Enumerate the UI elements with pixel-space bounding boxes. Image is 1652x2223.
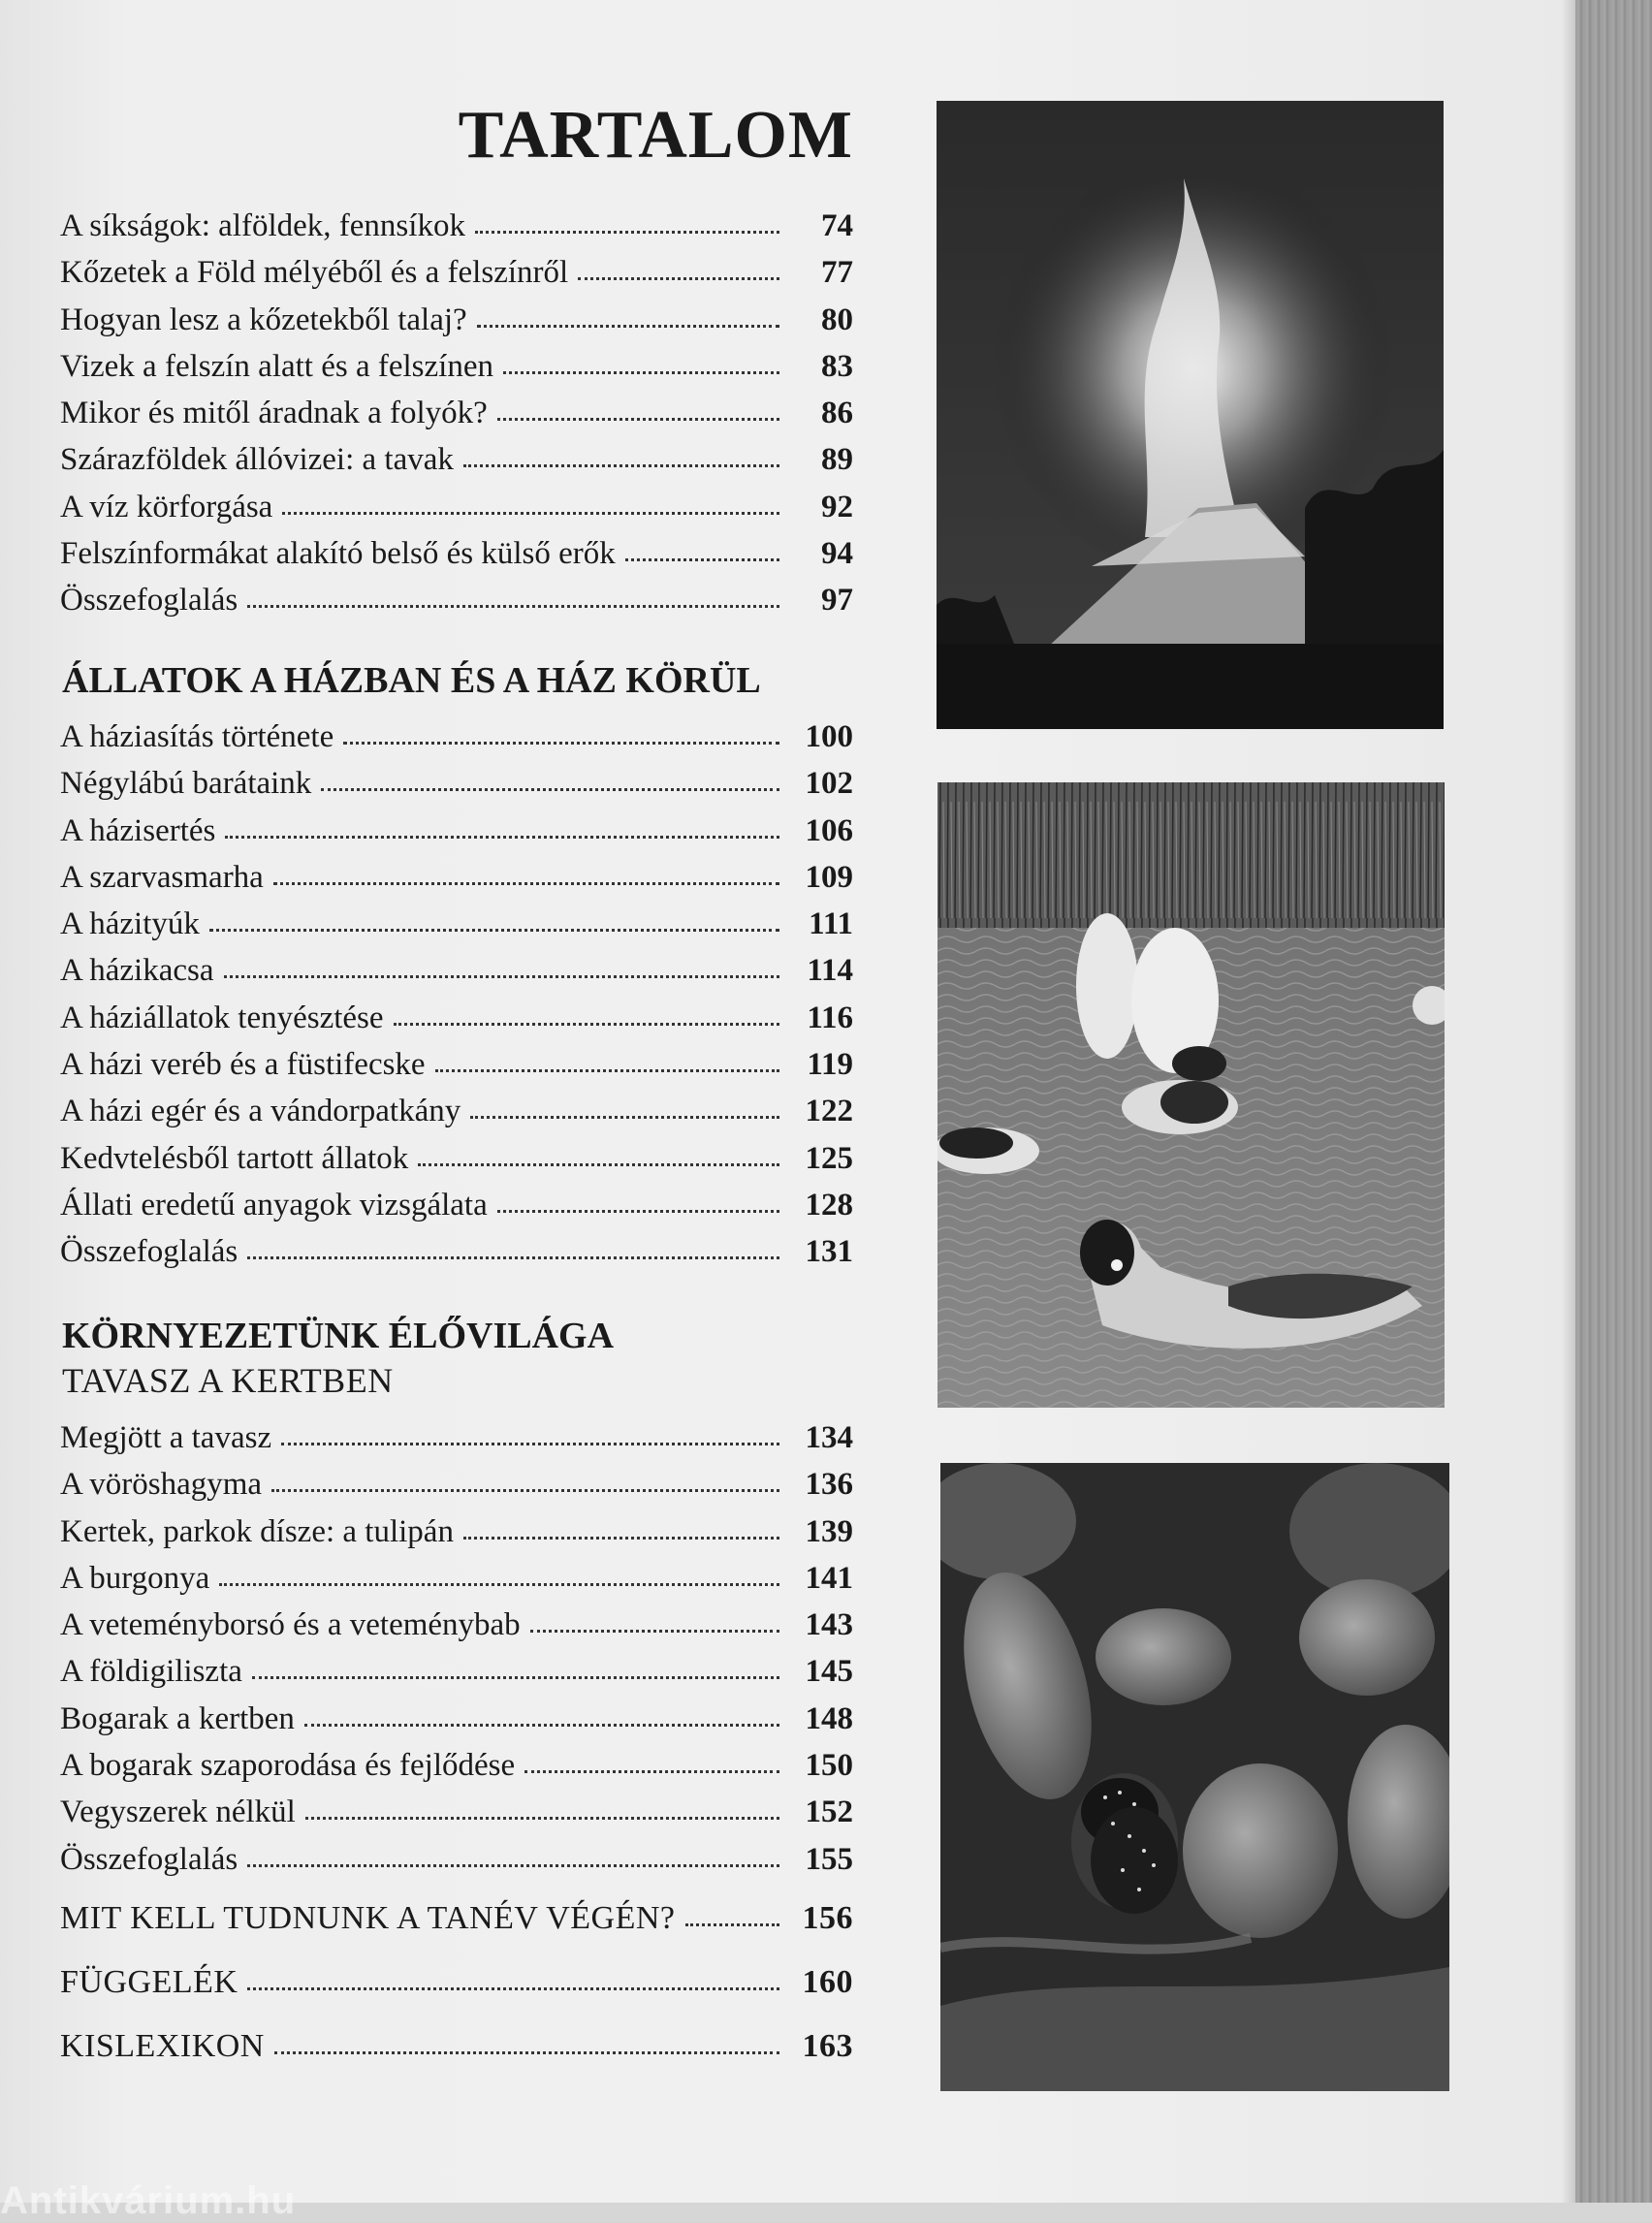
toc-entry: A szarvasmarha 109 [60,859,853,895]
toc-entry: A síkságok: alföldek, fennsíkok 74 [60,208,853,243]
toc-entry: A burgonya 141 [60,1560,853,1596]
bumblebee-on-flower-photo [940,1463,1449,2091]
toc-entry: KISLEXIKON 163 [60,2028,853,2064]
toc-group-1 [60,208,853,630]
book-page-edges [1575,0,1652,2203]
toc-entry: FÜGGELÉK 160 [60,1964,853,2000]
toc-entry: A veteménybors​ó és a veteménybab 143 [60,1607,853,1643]
section-heading: ÁLLATOK A HÁZBAN ÉS A HÁZ KÖRÜL [62,660,761,701]
ducks-on-water-photo [937,782,1445,1408]
toc-entry: A házisertés 106 [60,812,853,848]
toc-entry: A házi egér és a vándorpatkány 122 [60,1094,853,1129]
toc-group-2 [60,719,853,1282]
section-heading: KÖRNYEZETÜNK ÉLŐVILÁGA [62,1316,615,1356]
toc-entry: Vegyszerek nélkül 152 [60,1794,853,1830]
section-subheading: TAVASZ A KERTBEN [62,1361,394,1400]
toc-entry: A bogarak szaporodása és fejlődése 150 [60,1748,853,1784]
toc-entry: A házikacsa 114 [60,953,853,989]
toc-entry: Összefoglalás 131 [60,1234,853,1270]
toc-entry: Bogarak a kertben 148 [60,1700,853,1736]
toc-end-entries [60,1900,853,2092]
toc-entry: Felszínformákat alakító belső és külső erők 94 [60,536,853,572]
toc-entry: A vöröshagyma 136 [60,1467,853,1503]
toc-entry: Állati eredetű anyagok vizsgálata 128 [60,1187,853,1223]
toc-entry: Kedvtelésből tartott állatok 125 [60,1140,853,1176]
page-title: TARTALOM [458,98,853,173]
table-of-contents [60,0,853,2203]
toc-entry: A földigiliszta 145 [60,1654,853,1690]
toc-entry: Hogyan lesz a kőzetekből talaj? 80 [60,302,853,337]
toc-group-3 [60,1420,853,1889]
toc-entry: A házi veréb és a füstifecske 119 [60,1047,853,1083]
watermark: Antikvárium.hu [0,2179,297,2222]
toc-entry: Összefoglalás 155 [60,1841,853,1877]
toc-entry: Négylábú barátaink 102 [60,766,853,802]
toc-entry: Mikor és mitől áradnak a folyók? 86 [60,396,853,431]
toc-entry: Szárazföldek állóvizei: a tavak 89 [60,442,853,478]
toc-entry: MIT KELL TUDNUNK A TANÉV VÉGÉN? 156 [60,1900,853,1936]
volcano-eruption-photo [937,101,1444,729]
toc-entry: A házityúk 111 [60,906,853,942]
toc-entry: A háziasítás története 100 [60,719,853,754]
toc-entry: Vizek a felszín alatt és a felszínen 83 [60,348,853,384]
toc-entry: A víz körforgása 92 [60,489,853,524]
toc-entry: Kertek, parkok dísze: a tulipán 139 [60,1513,853,1549]
toc-entry: Kőzetek a Föld mélyéből és a felszínről 77 [60,255,853,291]
toc-entry: Megjött a tavasz 134 [60,1420,853,1455]
toc-entry: A háziállatok tenyésztése 116 [60,1000,853,1035]
toc-entry: Összefoglalás 97 [60,583,853,619]
